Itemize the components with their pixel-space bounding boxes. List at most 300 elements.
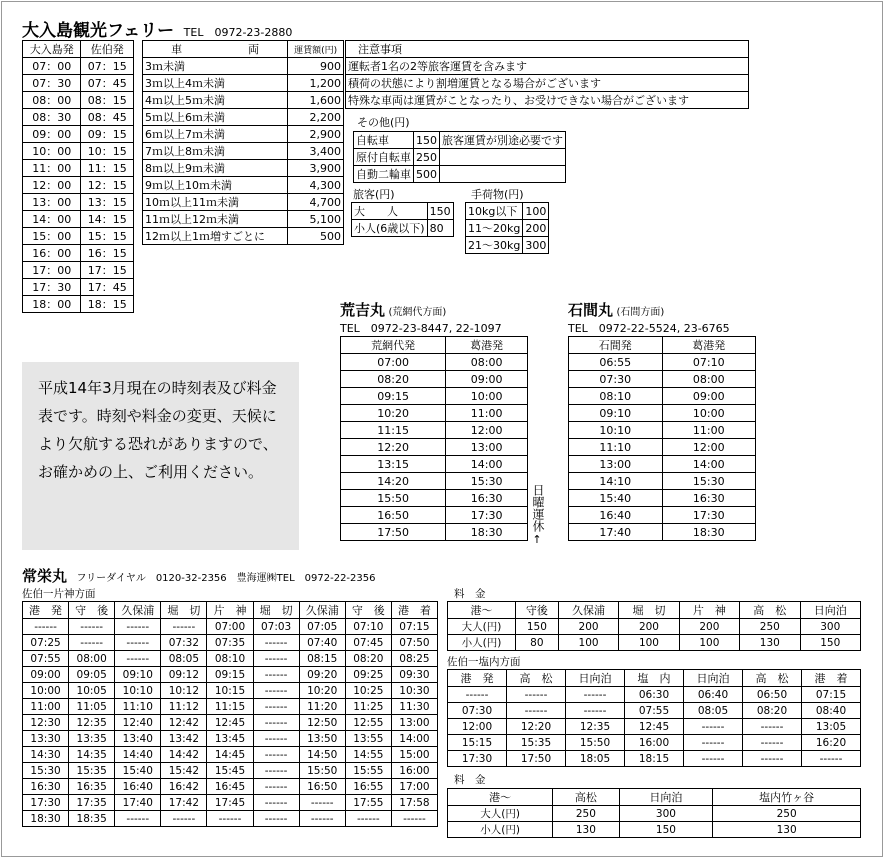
route1-cell: ------ — [115, 635, 161, 651]
route1-cell: 15:35 — [69, 763, 115, 779]
schedule-row — [23, 245, 134, 262]
other-item: 自転車 — [354, 132, 414, 149]
route1-cell: 13:42 — [161, 731, 207, 747]
luggage-fare-table — [465, 202, 549, 254]
route2-row — [448, 751, 861, 767]
route1-cell: 07:10 — [345, 619, 391, 635]
schedule-row — [23, 194, 134, 211]
route2-header-cell: 高 松 — [507, 670, 566, 687]
arayoshi-row — [341, 371, 528, 388]
schedule-cell: 11：15 — [81, 160, 134, 177]
vehicle-cell: 5,100 — [288, 211, 344, 228]
route2-cell: ------ — [684, 751, 743, 767]
route1-cell: 13:30 — [23, 731, 69, 747]
route2-header-cell: 港 着 — [802, 670, 861, 687]
arayoshi-row — [341, 354, 528, 371]
joei-contact: フリーダイヤル 0120-32-2356 豊海運㈱TEL 0972-22-2356 — [76, 573, 376, 584]
vehicle-row — [143, 177, 344, 194]
route1-cell: 15:42 — [161, 763, 207, 779]
timetable-page — [1, 1, 883, 857]
other-row — [354, 166, 566, 183]
vehicle-row — [143, 143, 344, 160]
vehicle-row — [143, 126, 344, 143]
route1-cell: 15:45 — [207, 763, 253, 779]
fare2-cell: 250 — [713, 806, 861, 822]
vehicle-cell: 3ｍ以上4ｍ未満 — [143, 75, 288, 92]
ishima-row — [569, 507, 756, 524]
arayoshi-tel: TEL 0972-23-8447, 22-1097 — [340, 322, 502, 335]
schedule-header: 大入島発 — [23, 41, 81, 58]
schedule-row — [23, 126, 134, 143]
vehicle-row — [143, 58, 344, 75]
route1-cell: 09:05 — [69, 667, 115, 683]
schedule-row — [23, 279, 134, 296]
route1-cell: ------ — [69, 635, 115, 651]
route1-row — [23, 731, 438, 747]
schedule-cell: 08：30 — [23, 109, 81, 126]
route1-cell: 08:00 — [69, 651, 115, 667]
route1-cell: 16:45 — [207, 779, 253, 795]
schedule-cell: 17：15 — [81, 262, 134, 279]
route2-cell: 17:50 — [507, 751, 566, 767]
arayoshi-table — [340, 336, 528, 541]
route1-cell: 12:50 — [299, 715, 345, 731]
route1-row — [23, 811, 438, 827]
route1-cell: 07:15 — [391, 619, 437, 635]
joei-title: 常栄丸 — [22, 567, 68, 585]
fare1-row — [448, 619, 861, 635]
route2-header-cell: 日向泊 — [684, 670, 743, 687]
route1-header-cell: 久保浦 — [115, 602, 161, 619]
route2-cell: ------ — [507, 703, 566, 719]
arayoshi-row — [341, 405, 528, 422]
fare1-cell: 130 — [740, 635, 800, 651]
arayoshi-cell: 09:15 — [341, 388, 446, 405]
route2-cell: 12:00 — [448, 719, 507, 735]
route1-cell: ------ — [253, 683, 299, 699]
fare1-cell: 大人(円) — [448, 619, 516, 635]
vehicle-cell: 11ｍ以上12ｍ未満 — [143, 211, 288, 228]
arayoshi-header-cell: 葛港発 — [446, 337, 528, 354]
fare1-cell: 80 — [515, 635, 558, 651]
other-item: 自動二輪車 — [354, 166, 414, 183]
arayoshi-row — [341, 456, 528, 473]
route2-cell: 12:20 — [507, 719, 566, 735]
route1-table — [22, 601, 438, 827]
notes-table — [345, 40, 749, 109]
route1-row — [23, 667, 438, 683]
fare1-cell: 100 — [679, 635, 739, 651]
fare1-cell: 200 — [558, 619, 618, 635]
passenger-cell: 80 — [427, 220, 453, 237]
route2-cell: 13:05 — [802, 719, 861, 735]
route1-cell: ------ — [253, 651, 299, 667]
fare1-header-cell: 港～ — [448, 602, 516, 619]
route1-cell: 17:55 — [345, 795, 391, 811]
other-note: 旅客運賃が別途必要です — [440, 132, 566, 149]
route1-row — [23, 635, 438, 651]
route1-cell: 14:00 — [391, 731, 437, 747]
arayoshi-cell: 10:20 — [341, 405, 446, 422]
note-row — [346, 75, 749, 92]
route2-cell: ------ — [743, 751, 802, 767]
vehicle-cell: 4,700 — [288, 194, 344, 211]
route1-cell: 14:42 — [161, 747, 207, 763]
vehicle-cell: 900 — [288, 58, 344, 75]
route2-cell: 17:30 — [448, 751, 507, 767]
luggage-cell: 21～30kg — [466, 237, 523, 254]
fare1-cell: 200 — [679, 619, 739, 635]
route2-cell: 06:50 — [743, 687, 802, 703]
fare1-cell: 小人(円) — [448, 635, 516, 651]
vehicle-cell: 1,200 — [288, 75, 344, 92]
vehicle-cell: 4,300 — [288, 177, 344, 194]
fare1-row — [448, 635, 861, 651]
route1-cell: 16:00 — [391, 763, 437, 779]
fare2-cell: 130 — [713, 822, 861, 838]
route1-cell: 11:25 — [345, 699, 391, 715]
route2-label: 佐伯一塩内方面 — [447, 656, 521, 668]
ishima-cell: 12:00 — [662, 439, 756, 456]
fare2-cell: 大人(円) — [448, 806, 553, 822]
route1-cell: 09:30 — [391, 667, 437, 683]
holiday-note — [530, 484, 544, 547]
vehicle-row — [143, 92, 344, 109]
route1-cell: ------ — [253, 795, 299, 811]
luggage-row — [466, 237, 549, 254]
route1-cell: 09:00 — [23, 667, 69, 683]
route1-cell: 16:42 — [161, 779, 207, 795]
schedule-cell: 07：00 — [23, 58, 81, 75]
vehicle-cell: 2,900 — [288, 126, 344, 143]
fare1-header-cell: 日向泊 — [800, 602, 860, 619]
vehicle-row — [143, 109, 344, 126]
fare1-cell: 100 — [558, 635, 618, 651]
ishima-header — [568, 299, 664, 320]
vehicle-cell: 6ｍ以上7ｍ未満 — [143, 126, 288, 143]
route1-cell: 16:50 — [299, 779, 345, 795]
route1-header-cell: 片 神 — [207, 602, 253, 619]
route1-header-cell: 堀 切 — [253, 602, 299, 619]
ishima-cell: 16:30 — [662, 490, 756, 507]
other-fare: 150 — [414, 132, 440, 149]
route1-cell: ------ — [115, 619, 161, 635]
route2-cell: 15:50 — [566, 735, 625, 751]
route1-cell: 13:55 — [345, 731, 391, 747]
ishima-row — [569, 405, 756, 422]
schedule-cell: 07：30 — [23, 75, 81, 92]
ishima-subtitle: (石間方面) — [616, 307, 665, 318]
route1-cell: 17:58 — [391, 795, 437, 811]
route1-cell: 09:20 — [299, 667, 345, 683]
fare1-cell: 150 — [800, 635, 860, 651]
ishima-cell: 11:00 — [662, 422, 756, 439]
fare1-header-cell: 久保浦 — [558, 602, 618, 619]
route1-cell: 10:10 — [115, 683, 161, 699]
route1-header-cell: 堀 切 — [161, 602, 207, 619]
route1-cell: ------ — [115, 811, 161, 827]
route1-cell: 12:45 — [207, 715, 253, 731]
route2-cell: 08:20 — [743, 703, 802, 719]
schedule-row — [23, 143, 134, 160]
schedule-row — [23, 211, 134, 228]
passenger-label: 旅客(円) — [353, 188, 395, 201]
fare2-row — [448, 806, 861, 822]
luggage-label: 手荷物(円) — [471, 188, 524, 201]
route2-row — [448, 719, 861, 735]
route1-cell: 15:55 — [345, 763, 391, 779]
ishima-cell: 08:10 — [569, 388, 663, 405]
other-fare: 250 — [414, 149, 440, 166]
schedule-cell: 11：00 — [23, 160, 81, 177]
vehicle-row — [143, 194, 344, 211]
route1-cell: 07:00 — [207, 619, 253, 635]
schedule-cell: 12：00 — [23, 177, 81, 194]
arayoshi-cell: 15:30 — [446, 473, 528, 490]
arayoshi-cell: 15:50 — [341, 490, 446, 507]
fare2-header-cell: 日向泊 — [619, 789, 713, 806]
route1-cell: 09:15 — [207, 667, 253, 683]
schedule-cell: 10：00 — [23, 143, 81, 160]
ishima-title: 石間丸 — [568, 301, 614, 319]
route2-header-cell: 塩 内 — [625, 670, 684, 687]
route1-cell: ------ — [23, 619, 69, 635]
route1-cell: 12:55 — [345, 715, 391, 731]
vehicle-row — [143, 75, 344, 92]
route1-row — [23, 715, 438, 731]
fare-header: 運賃額(円) — [288, 41, 344, 58]
fare1-header-cell: 片 神 — [679, 602, 739, 619]
schedule-cell: 14：00 — [23, 211, 81, 228]
route1-cell: 16:40 — [115, 779, 161, 795]
schedule-cell: 18：00 — [23, 296, 81, 313]
arayoshi-header-cell: 荒網代発 — [341, 337, 446, 354]
route1-cell: 12:40 — [115, 715, 161, 731]
ishima-cell: 13:00 — [569, 456, 663, 473]
holiday-note-text: 日曜運休 — [531, 484, 545, 532]
arayoshi-cell: 17:30 — [446, 507, 528, 524]
oonyu-schedule-table — [22, 40, 134, 313]
route1-cell: 15:00 — [391, 747, 437, 763]
ishima-cell: 14:00 — [662, 456, 756, 473]
route1-cell: 13:35 — [69, 731, 115, 747]
route2-cell: 15:35 — [507, 735, 566, 751]
route1-cell: 07:32 — [161, 635, 207, 651]
arrow-icon: ↑ — [532, 533, 542, 546]
ishima-table — [568, 336, 756, 541]
vehicle-cell: 500 — [288, 228, 344, 245]
route1-cell: 18:35 — [69, 811, 115, 827]
route1-cell: 10:15 — [207, 683, 253, 699]
route1-cell: ------ — [253, 779, 299, 795]
route1-header-cell: 港 着 — [391, 602, 437, 619]
schedule-row — [23, 58, 134, 75]
vehicle-cell: 9ｍ以上10ｍ未満 — [143, 177, 288, 194]
route1-row — [23, 795, 438, 811]
route2-cell: 07:30 — [448, 703, 507, 719]
route1-cell: 09:25 — [345, 667, 391, 683]
fare2-header-cell: 高松 — [553, 789, 619, 806]
schedule-cell: 16：00 — [23, 245, 81, 262]
ishima-cell: 15:30 — [662, 473, 756, 490]
route1-row — [23, 619, 438, 635]
ishima-cell: 07:10 — [662, 354, 756, 371]
arayoshi-cell: 14:20 — [341, 473, 446, 490]
ishima-row — [569, 473, 756, 490]
oonyu-header — [22, 16, 292, 41]
route2-row — [448, 703, 861, 719]
note-text: 積荷の状態により割増運賃となる場合がございます — [346, 75, 749, 92]
route2-cell: 12:35 — [566, 719, 625, 735]
arayoshi-cell: 11:15 — [341, 422, 446, 439]
schedule-cell: 16：15 — [81, 245, 134, 262]
arayoshi-cell: 08:20 — [341, 371, 446, 388]
schedule-cell: 10：15 — [81, 143, 134, 160]
route1-row — [23, 779, 438, 795]
schedule-cell: 18：15 — [81, 296, 134, 313]
fare1-cell: 250 — [740, 619, 800, 635]
route1-cell: 17:45 — [207, 795, 253, 811]
schedule-cell: 14：15 — [81, 211, 134, 228]
route1-cell: 10:20 — [299, 683, 345, 699]
ishima-cell: 10:00 — [662, 405, 756, 422]
route1-cell: 14:30 — [23, 747, 69, 763]
route2-cell: ------ — [566, 687, 625, 703]
passenger-fare-table — [351, 202, 454, 237]
route1-cell: 17:00 — [391, 779, 437, 795]
route2-cell: 16:20 — [802, 735, 861, 751]
route1-cell: 07:25 — [23, 635, 69, 651]
arayoshi-row — [341, 507, 528, 524]
schedule-row — [23, 75, 134, 92]
route1-cell: 09:12 — [161, 667, 207, 683]
schedule-cell: 12：15 — [81, 177, 134, 194]
fare2-cell: 小人(円) — [448, 822, 553, 838]
notice-box: 平成14年3月現在の時刻表及び料金表です。時刻や料金の変更、天候により欠航する恐れがありますので、お確かめの上、ご利用ください。 — [22, 362, 299, 550]
ishima-row — [569, 490, 756, 507]
ishima-cell: 11:10 — [569, 439, 663, 456]
luggage-cell: 11～20kg — [466, 220, 523, 237]
schedule-row — [23, 109, 134, 126]
ishima-cell: 09:10 — [569, 405, 663, 422]
arayoshi-cell: 14:00 — [446, 456, 528, 473]
route2-cell: 15:15 — [448, 735, 507, 751]
schedule-row — [23, 92, 134, 109]
schedule-cell: 13：15 — [81, 194, 134, 211]
route1-cell: ------ — [253, 635, 299, 651]
schedule-row — [23, 296, 134, 313]
other-row — [354, 132, 566, 149]
ishima-header-cell: 石間発 — [569, 337, 663, 354]
fare2-row — [448, 822, 861, 838]
route2-header-cell: 港 発 — [448, 670, 507, 687]
route2-cell: 18:15 — [625, 751, 684, 767]
vehicle-cell: 5ｍ以上6ｍ未満 — [143, 109, 288, 126]
schedule-cell: 17：45 — [81, 279, 134, 296]
fare1-header-cell: 守後 — [515, 602, 558, 619]
ishima-cell: 17:30 — [662, 507, 756, 524]
route1-cell: 09:10 — [115, 667, 161, 683]
arayoshi-row — [341, 422, 528, 439]
route1-row — [23, 699, 438, 715]
arayoshi-cell: 16:50 — [341, 507, 446, 524]
route1-cell: 07:45 — [345, 635, 391, 651]
route2-cell: ------ — [566, 703, 625, 719]
route1-header-cell: 久保浦 — [299, 602, 345, 619]
vehicle-cell: 1,600 — [288, 92, 344, 109]
fare1-label: 料 金 — [454, 588, 486, 600]
arayoshi-cell: 09:00 — [446, 371, 528, 388]
ishima-row — [569, 388, 756, 405]
route1-label: 佐伯一片神方面 — [22, 588, 96, 600]
arayoshi-cell: 08:00 — [446, 354, 528, 371]
route2-cell: ------ — [448, 687, 507, 703]
schedule-header: 佐伯発 — [81, 41, 134, 58]
route1-cell: 15:50 — [299, 763, 345, 779]
route1-cell: ------ — [207, 811, 253, 827]
route1-cell: ------ — [253, 763, 299, 779]
vehicle-row — [143, 228, 344, 245]
vehicle-cell: 3,900 — [288, 160, 344, 177]
route2-cell: ------ — [684, 735, 743, 751]
empty-cell — [440, 149, 566, 166]
route1-header-cell: 守 後 — [345, 602, 391, 619]
ishima-row — [569, 456, 756, 473]
route1-cell: ------ — [161, 811, 207, 827]
route1-cell: ------ — [253, 715, 299, 731]
luggage-cell: 10kg以下 — [466, 203, 523, 220]
ishima-header-cell: 葛港発 — [662, 337, 756, 354]
arayoshi-cell: 16:30 — [446, 490, 528, 507]
route1-cell: 11:30 — [391, 699, 437, 715]
route1-cell: 15:30 — [23, 763, 69, 779]
route2-cell: ------ — [743, 735, 802, 751]
route1-cell: 14:55 — [345, 747, 391, 763]
oonyu-title: 大入島観光フェリー — [22, 21, 175, 41]
schedule-cell: 07：45 — [81, 75, 134, 92]
schedule-cell: 08：45 — [81, 109, 134, 126]
schedule-cell: 08：00 — [23, 92, 81, 109]
route1-cell: ------ — [253, 747, 299, 763]
fare1-header-cell: 堀 切 — [619, 602, 679, 619]
route1-cell: 17:40 — [115, 795, 161, 811]
schedule-cell: 07：15 — [81, 58, 134, 75]
route1-cell: 11:10 — [115, 699, 161, 715]
ishima-row — [569, 371, 756, 388]
ishima-row — [569, 354, 756, 371]
luggage-row — [466, 203, 549, 220]
route1-cell: 12:30 — [23, 715, 69, 731]
route1-row — [23, 683, 438, 699]
route2-row — [448, 735, 861, 751]
route1-cell: 16:55 — [345, 779, 391, 795]
luggage-cell: 300 — [523, 237, 549, 254]
fare1-table — [447, 601, 861, 651]
vehicle-cell: 8ｍ以上9ｍ未満 — [143, 160, 288, 177]
route1-cell: 13:00 — [391, 715, 437, 731]
route2-cell: 08:40 — [802, 703, 861, 719]
route1-cell: ------ — [253, 731, 299, 747]
schedule-row — [23, 177, 134, 194]
route2-cell: ------ — [802, 751, 861, 767]
arayoshi-row — [341, 524, 528, 541]
route1-cell: 08:05 — [161, 651, 207, 667]
other-item: 原付自転車 — [354, 149, 414, 166]
fare2-cell: 130 — [553, 822, 619, 838]
vehicle-cell: 7ｍ以上8ｍ未満 — [143, 143, 288, 160]
oonyu-tel: TEL 0972-23-2880 — [183, 26, 293, 39]
note-text: 運転者1名の2等旅客運賃を含みます — [346, 58, 749, 75]
